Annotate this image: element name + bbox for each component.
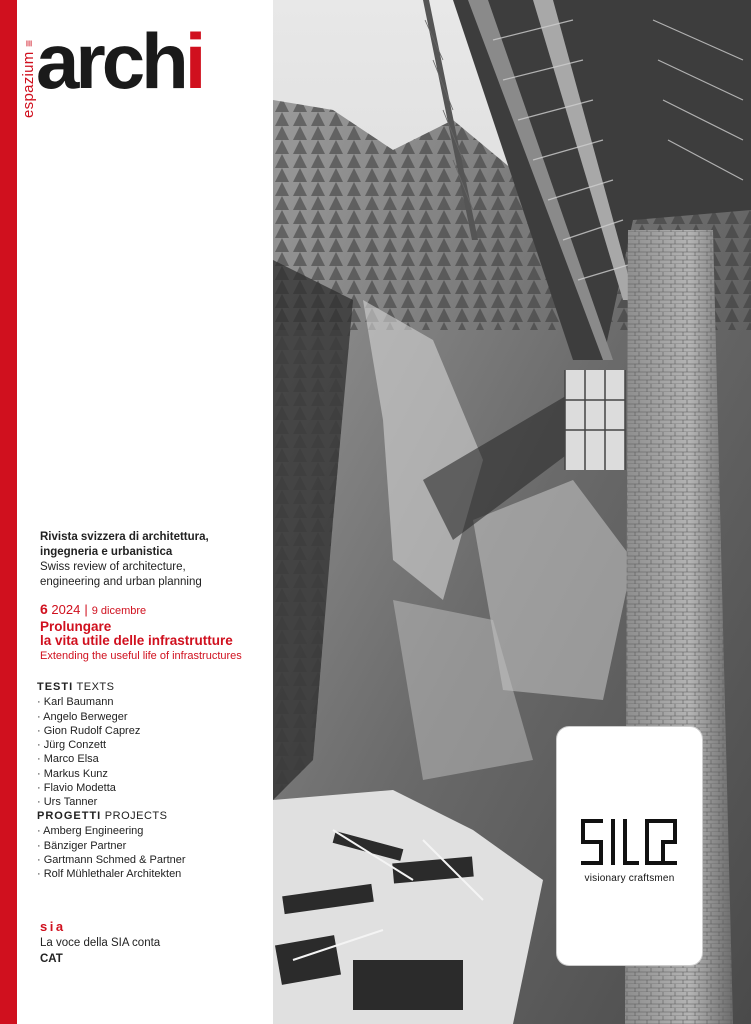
issue-date: 9 dicembre	[91, 605, 147, 617]
silo2-tagline: visionary craftsmen	[584, 873, 675, 884]
issue-year: 2024	[51, 602, 81, 617]
project-item: · Amberg Engineering	[37, 824, 186, 838]
author-item: · Angelo Berweger	[37, 710, 140, 724]
projects-heading: PROGETTI PROJECTS	[37, 810, 168, 822]
sia-logo: sia	[40, 919, 66, 934]
project-item: · Rolf Mühlethaler Architekten	[37, 867, 186, 881]
desc-italian-2: ingegneria e urbanistica	[40, 546, 173, 558]
author-item: · Gion Rudolf Caprez	[37, 724, 140, 738]
cat-label: CAT	[40, 953, 63, 965]
project-item: · Bänziger Partner	[37, 839, 186, 853]
desc-italian-1: Rivista svizzera di architettura,	[40, 531, 209, 543]
author-item: · Jürg Conzett	[37, 738, 140, 752]
author-item: · Karl Baumann	[37, 695, 140, 709]
author-item: · Urs Tanner	[37, 795, 140, 809]
theme-title-1: Prolungare	[40, 619, 112, 634]
silo2-advertisement[interactable]	[557, 727, 702, 965]
author-item: · Marco Elsa	[37, 752, 140, 766]
issue-info	[40, 601, 146, 617]
magazine-description	[40, 530, 270, 590]
red-spine-bar	[0, 0, 17, 1024]
theme-subtitle: Extending the useful life of infrastructures	[40, 650, 242, 662]
sia-tagline: La voce della SIA conta	[40, 937, 161, 949]
espazium-label: espazium ≡	[20, 39, 37, 118]
issue-theme	[40, 620, 272, 663]
project-item: · Gartmann Schmed & Partner	[37, 853, 186, 867]
desc-english-2: engineering and urban planning	[40, 576, 202, 588]
texts-list	[37, 680, 140, 810]
projects-list	[37, 809, 186, 881]
texts-heading: TESTI TEXTS	[37, 681, 115, 693]
issue-number: 6	[40, 601, 48, 617]
silo2-logo	[579, 817, 679, 867]
issue-separator: |	[84, 602, 88, 617]
desc-english-1: Swiss review of architecture,	[40, 561, 186, 573]
author-item: · Markus Kunz	[37, 767, 140, 781]
archi-logo: archi	[36, 17, 203, 105]
author-item: · Flavio Modetta	[37, 781, 140, 795]
theme-title-2: la vita utile delle infrastrutture	[40, 633, 233, 648]
